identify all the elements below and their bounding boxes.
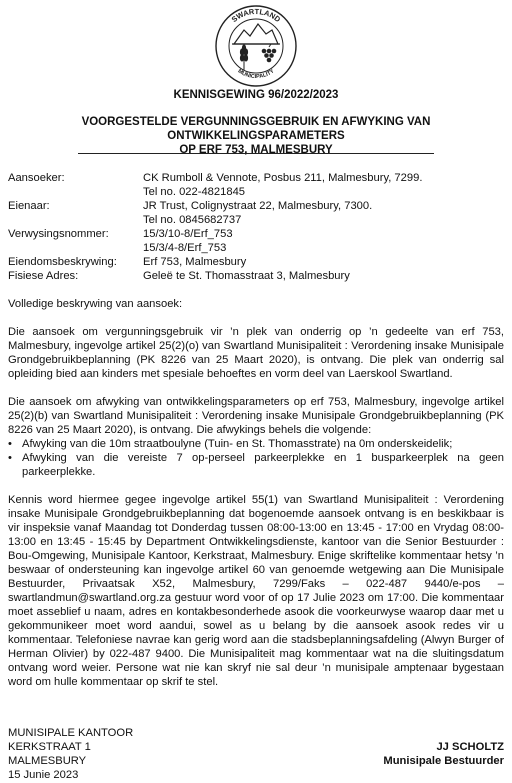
info-label: Fisiese Adres: bbox=[8, 270, 79, 282]
footer-line: MALMESBURY bbox=[8, 755, 87, 767]
title-line-2: OP ERF 753, MALMESBURY bbox=[179, 144, 333, 156]
applicant-info bbox=[8, 171, 508, 283]
notice-body bbox=[8, 297, 504, 703]
wheat-icon bbox=[240, 45, 247, 70]
paragraph-consent-use: Die aansoek om vergunningsgebruik vir ’n plek van onderrig op ’n gedeelte van erf 753, Malmesbury, ingevolge artikel 25(2)(o) van Swartland Munisipaliteit : Verordening insake Munisipale Grondgebruikbeplanning (PK 8226 van 25 Maart 2020), is ontvang. Die plek van onderrig sal opleiding bied aan kinders met spesiale behoeftes en vorm deel van Laerskool Swartland. bbox=[8, 326, 504, 380]
description-heading: Volledige beskrywing van aansoek: bbox=[8, 298, 183, 310]
info-label: Verwysingsnommer: bbox=[8, 228, 109, 240]
info-label: Aansoeker: bbox=[8, 172, 65, 184]
paragraph-notice: Kennis word hiermee gegee ingevolge artikel 55(1) van Swartland Munisipaliteit : Verordening insake Munisipale Grondgebruikbeplanning dat bogenoemde aansoek ontvang is en beskikbaar is vir inspeksie vanaf Maandag tot Donderdag tussen 08:00-13:00 en 13:45 - 17:00 en Vrydag 08:00-13:00 en 13:45 - 15:45 by Department Ontwikkelingsdienste, kantoor van die Senior Bestuurder : Bou-Omgewing, Munisipale Kantoor, Kerkstraat, Malmesbury. Enige skriftelike kommentaar hetsy ’n beswaar of ondersteuning kan ingevolge artikel 60 van genoemde wetgewing aan Die Munisipale Bestuurder, Privaatsak X52, Malmesbury, 7299/Faks – 022-487 9440/e-pos – swartlandmun@swartland.org.za gestuur word voor of op 17 Julie 2023 om 17:00. Die kommentaar moet asseblief u naam, adres en kontakbesonderhede asook die voorkeurwyse waarop daar met u gekommunikeer moet word aandui, sowel as u belang by die aansoek asook redes vir u kommentaar. Telefoniese navrae kan gerig word aan die stadsbeplanningsafdeling (Alwyn Burger of Herman Olivier) by 022-487 9400. Die Munisipaliteit mag kommentaar wat na die sluitingsdatum ontvang word weier. Persone wat nie kan skryf nie sal deur ’n munisipale amptenaar bygestaan word om hulle kommentaar op skrif te stel. bbox=[8, 494, 504, 688]
municipality-seal bbox=[214, 4, 298, 88]
info-value: Tel no. 0845682737 bbox=[143, 214, 242, 226]
office-address bbox=[8, 726, 133, 782]
bullet-icon: • bbox=[8, 452, 12, 464]
svg-text:SWARTLAND bbox=[230, 7, 283, 25]
title-divider bbox=[78, 153, 434, 154]
info-value: 15/3/4-8/Erf_753 bbox=[143, 242, 227, 254]
info-row bbox=[8, 199, 508, 213]
bullet-icon: • bbox=[8, 438, 12, 450]
paragraph-deviation: Die aansoek om afwyking van ontwikkelingsparameters op erf 753, Malmesbury, ingevolge artikel 25(2)(b) van Swartland Munisipaliteit : Verordening insake Munisipale Grondgebruikbeplanning (PK 8226 van 25 Maart 2020), is ontvang. Die afwykings behels die volgende: bbox=[8, 396, 504, 436]
info-value: CK Rumboll & Vennote, Posbus 211, Malmesbury, 7299. bbox=[143, 172, 423, 184]
deviation-list bbox=[8, 437, 504, 479]
footer-line: MUNISIPALE KANTOOR bbox=[8, 727, 134, 739]
list-item-text: Afwyking van die vereiste 7 op-perseel parkeerplekke en 1 busparkeerplek na geen parkeerplekke. bbox=[22, 452, 504, 478]
seal-bottom-text: MUNICIPALITY bbox=[236, 68, 276, 81]
info-value: Geleë te St. Thomasstraat 3, Malmesbury bbox=[143, 270, 350, 282]
signatory-title: Munisipale Bestuurder bbox=[383, 755, 504, 767]
signatory bbox=[383, 740, 504, 768]
info-value: Erf 753, Malmesbury bbox=[143, 256, 247, 268]
footer-line: KERKSTRAAT 1 bbox=[8, 741, 91, 753]
signatory-name: JJ SCHOLTZ bbox=[436, 741, 504, 753]
info-row bbox=[8, 255, 508, 269]
mountain-icon bbox=[232, 24, 280, 44]
info-label bbox=[8, 241, 143, 255]
info-label: Eiendomsbeskrywing: bbox=[8, 256, 117, 268]
info-value: JR Trust, Colignystraat 22, Malmesbury, 7300. bbox=[143, 200, 373, 212]
footer-date: 15 Junie 2023 bbox=[8, 769, 79, 781]
info-label bbox=[8, 185, 143, 199]
list-item-text: Afwyking van die 10m straatboulyne (Tuin- en St. Thomasstrate) na 0m onderskeidelik; bbox=[22, 438, 453, 450]
info-row bbox=[8, 227, 508, 241]
info-label bbox=[8, 213, 143, 227]
list-item bbox=[8, 437, 504, 451]
info-row bbox=[8, 185, 508, 199]
svg-text:MUNICIPALITY bbox=[236, 68, 275, 80]
info-row bbox=[8, 171, 508, 185]
info-row bbox=[8, 213, 508, 227]
info-value: Tel no. 022-4821845 bbox=[143, 186, 246, 198]
list-item bbox=[8, 451, 504, 479]
info-row bbox=[8, 269, 508, 283]
grapes-icon bbox=[262, 44, 277, 62]
notice-number: KENNISGEWING 96/2022/2023 bbox=[173, 89, 339, 101]
notice-title bbox=[30, 115, 482, 157]
info-value: 15/3/10-8/Erf_753 bbox=[143, 228, 233, 240]
title-line-1: VOORGESTELDE VERGUNNINGSGEBRUIK EN AFWYKING VAN ONTWIKKELINGSPARAMETERS bbox=[81, 116, 431, 142]
info-label: Eienaar: bbox=[8, 200, 50, 212]
seal-top-text: SWARTLAND bbox=[229, 6, 283, 25]
info-row bbox=[8, 241, 508, 255]
